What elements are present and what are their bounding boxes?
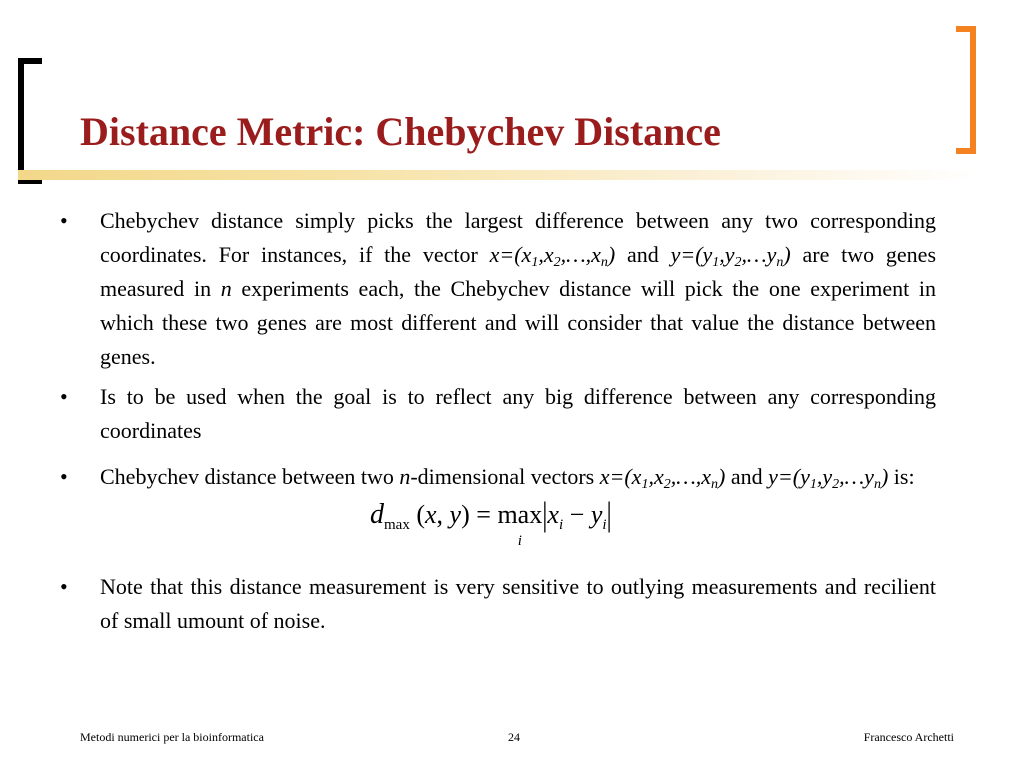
n-variable: n: [399, 464, 411, 489]
bullet1-text-c: experiments each, the Chebychev distance will pick the one experiment in which these two genes are most different and will consider that value the distance between genes.: [100, 276, 936, 369]
bullet3-text-b: -dimensional vectors: [410, 464, 600, 489]
vector-x-notation: $x=(x_1,x_2,\dots,x_n)$: [599, 464, 726, 492]
bullet3-and: and: [725, 464, 769, 489]
bullet-item-1: [56, 204, 936, 374]
bullet3-text-a: Chebychev distance between two: [100, 464, 400, 489]
bullet2-text: Is to be used when the goal is to reflect any big difference between any corresponding coordinates: [100, 384, 936, 443]
bullet1-text-b: are two genes measured in: [100, 242, 937, 301]
bullet-marker: •: [60, 384, 68, 409]
bullet3-text-c: is:: [888, 464, 915, 489]
footer-page-number: 24: [508, 730, 520, 744]
vector-y-notation: $y=(y_1,y_2,\dots y_n)$: [670, 242, 791, 270]
footer-course-name: Metodi numerici per la bioinformatica: [80, 730, 264, 744]
slide-body: [56, 204, 936, 638]
right-bracket-decoration: [956, 26, 976, 154]
vector-x-notation: $x=(x_1,x_2,\dots,x_n)$: [489, 242, 616, 270]
vector-y-notation: $y=(y_1,y_2,\dots y_n)$: [768, 464, 889, 492]
bullet-item-3: [56, 460, 936, 494]
n-variable: n: [220, 276, 232, 301]
chebychev-formula: [56, 496, 936, 552]
bullet-marker: •: [60, 464, 68, 489]
left-bracket-decoration: [18, 58, 42, 184]
bullet1-and: and: [615, 242, 671, 267]
bullet4-text: Note that this distance measurement is very sensitive to outlying measurements and recilient of small umount of noise.: [100, 574, 936, 633]
bullet-item-4: [56, 570, 936, 638]
bullet-marker: •: [60, 208, 68, 233]
title-underline-rule: [18, 170, 978, 180]
max-operator: max i: [497, 500, 543, 549]
bullet-item-2: [56, 380, 936, 448]
bullet-marker: •: [60, 574, 68, 599]
slide-title: Distance Metric: Chebychev Distance: [80, 109, 721, 154]
footer-author: Francesco Archetti: [863, 730, 954, 744]
formula-expression: $d_{max}$ (x, y) = max i $|x_i - y_i|$: [370, 495, 612, 549]
bullet1-text-a: Chebychev distance simply picks the largest difference between any two corresponding coordinates. For instances, if the vector: [100, 208, 936, 267]
